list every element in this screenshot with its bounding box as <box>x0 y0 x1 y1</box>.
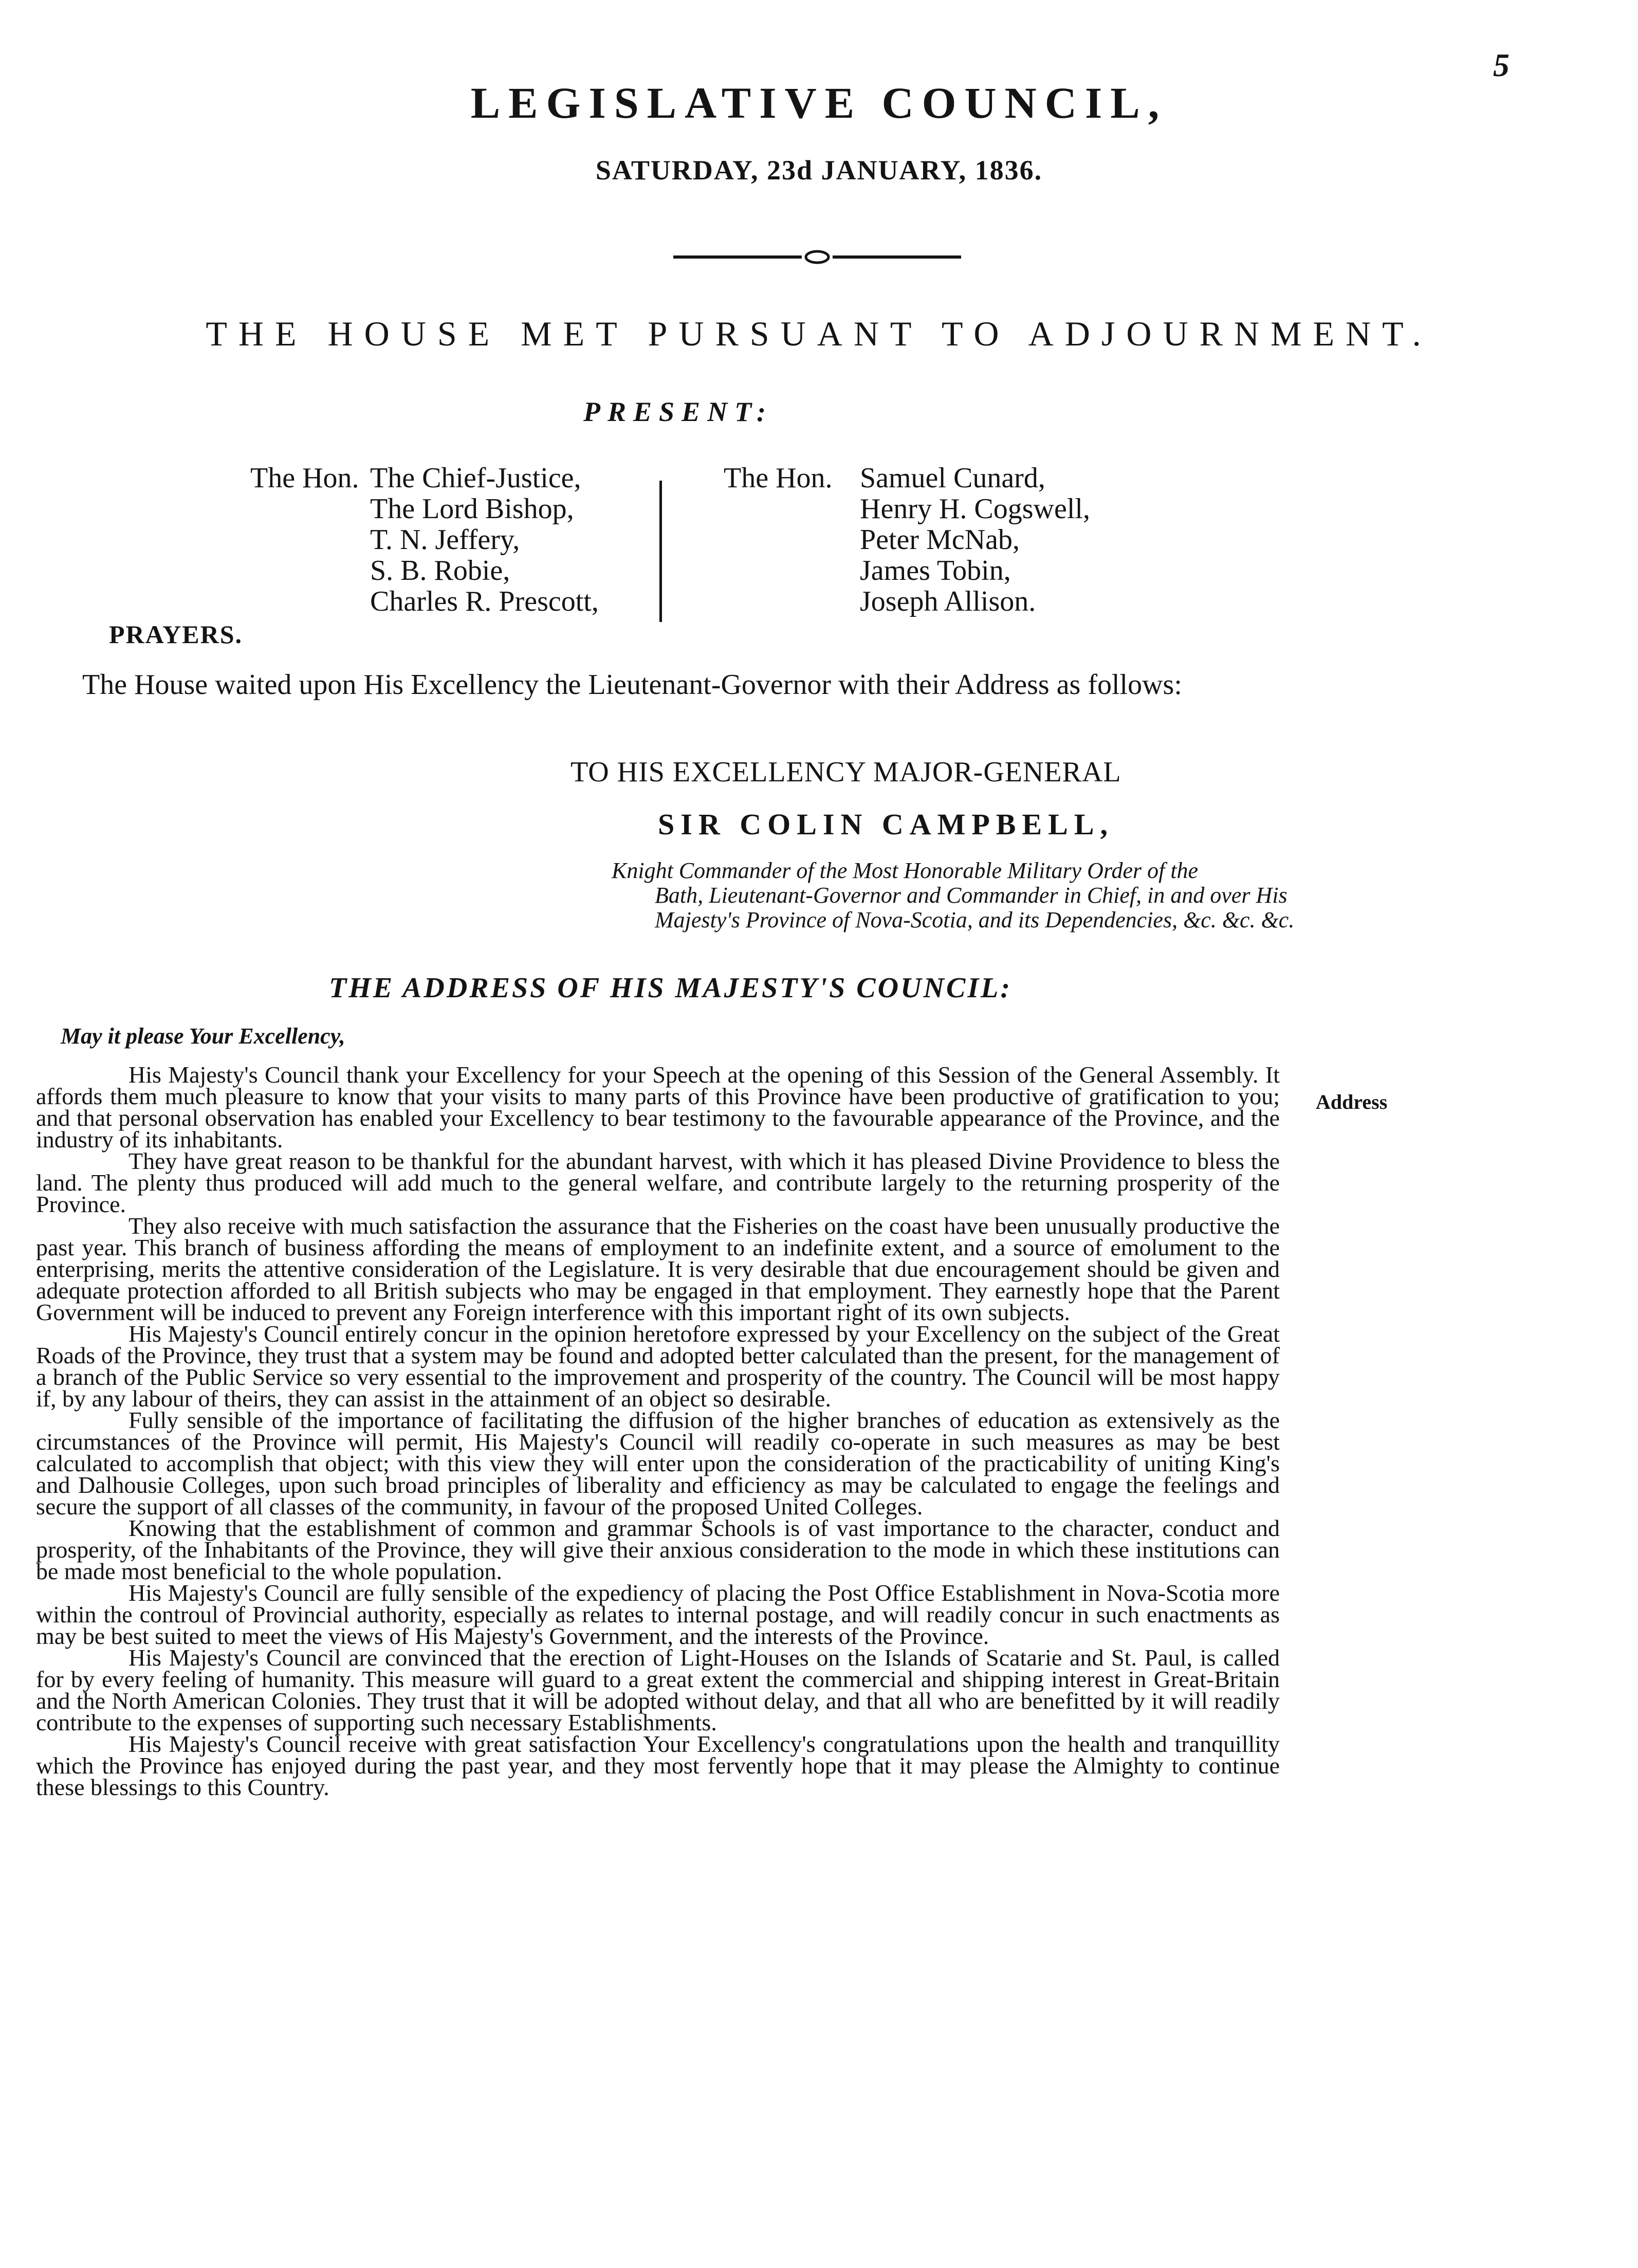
paragraph: His Majesty's Council receive with great satisfaction Your Excellency's congratulations upon the health and tranquillity which the Province has enjoyed during the past year, and they most fervently hope that it may please the Almighty to continue these blessings to this Country. <box>36 1731 1280 1800</box>
session-date: SATURDAY, 23d JANUARY, 1836. <box>595 155 1043 186</box>
member-name: S. B. Robie, <box>370 555 510 587</box>
members-right-list <box>860 463 1090 617</box>
titles-rest: Bath, Lieutenant-Governor and Commander in Chief, in and over His Majesty's Province of Nova-Scotia, and its Dependencies, &c. &c. &c. <box>655 883 1295 932</box>
members-left-list <box>370 463 599 617</box>
paragraph: They also receive with much satisfaction the assurance that the Fisheries on the coast have been unusually productive the past year. This branch of business affording the means of employment to an indefinite extent, and a source of emolument to the enterprising, merits the attentive consideration of the Legislature. It is very desirable that due encouragement should be given and adequate protection afforded to all British subjects who may be engaged in that employment. They earnestly hope that the Parent Government will be induced to prevent any Foreign interference with this important right of its own subjects. <box>36 1213 1280 1325</box>
member-name: Samuel Cunard, <box>860 462 1045 494</box>
addressee-name: SIR COLIN CAMPBELL, <box>658 808 1114 841</box>
member-name: The Chief-Justice, <box>370 462 581 494</box>
paragraph: His Majesty's Council are convinced that the erection of Light-Houses on the Islands of Scatarie and St. Paul, is called for by every feeling of humanity. This measure will guard to a great extent the commercial and shipping interest in Great-Britain and the North American Colonies. They trust that it will be adopted without delay, and that all who are benefitted by it will readily contribute to the expenses of supporting such necessary Establishments. <box>36 1644 1280 1735</box>
ornament-center <box>806 251 829 263</box>
waited-upon-line: The House waited upon His Excellency the Lieutenant-Governor with their Address as follows: <box>82 669 1182 701</box>
titles-first-line: Knight Commander of the Most Honorable Military Order of the <box>612 858 1199 883</box>
present-label: PRESENT: <box>583 396 774 427</box>
page-number: 5 <box>1493 47 1510 83</box>
member-name: James Tobin, <box>860 555 1011 587</box>
paragraph: Fully sensible of the importance of facilitating the diffusion of the higher branches of education as extensively as the circumstances of the Province will permit, His Majesty's Council will readily co-operate in such measures as may be best calculated to accomplish that object; with this view they will enter upon the consideration of the practicability of uniting King's and Dalhousie Colleges, upon such broad principles of liberality and efficiency as may be calculated to engage the feelings and secure the support of all classes of the community, in favour of the proposed United Colleges. <box>36 1407 1280 1520</box>
salutation: May it please Your Excellency, <box>61 1023 345 1049</box>
member-name: The Lord Bishop, <box>370 493 574 525</box>
members-left-prefix: The Hon. <box>250 462 359 494</box>
ornamental-rule <box>663 249 971 265</box>
addressee-titles <box>612 858 1311 932</box>
paragraph: His Majesty's Council entirely concur in the opinion heretofore expressed by your Excellency on the subject of the Great Roads of the Province, they trust that a system may be found and adopted better calculated than the present, for the management of a branch of the Public Service so very essential to the improvement and prosperity of the country. The Council will be most happy if, by any labour of theirs, they can assist in the attainment of an object so desirable. <box>36 1321 1280 1412</box>
paragraph: His Majesty's Council are fully sensible of the expediency of placing the Post Office Establishment in Nova-Scotia more within the controul of Provincial authority, especially as relates to internal postage, and will readily concur in such enactments as may be best suited to meet the views of His Majesty's Government, and the interests of the Province. <box>36 1580 1280 1649</box>
address-title: THE ADDRESS OF HIS MAJESTY'S COUNCIL: <box>329 972 1012 1004</box>
paragraph: Knowing that the establishment of common and grammar Schools is of vast importance to the character, conduct and prosperity, of the Inhabitants of the Province, they will give their anxious consideration to the mode in which these institutions can be made most beneficial to the whole population. <box>36 1515 1280 1584</box>
address-body <box>36 1064 1280 1798</box>
member-name: Henry H. Cogswell, <box>860 493 1090 525</box>
member-name: Peter McNab, <box>860 524 1020 556</box>
members-divider <box>659 481 662 622</box>
member-name: Joseph Allison. <box>860 586 1036 617</box>
members-right-prefix: The Hon. <box>724 462 833 494</box>
prayers-label: PRAYERS. <box>109 620 243 649</box>
paragraph: His Majesty's Council thank your Excellency for your Speech at the opening of this Session of the General Assembly. It affords them much pleasure to know that your visits to many parts of this Province have been productive of gratification to you; and that personal observation has enabled your Excellency to bear testimony to the favourable appearance of the Province, and the industry of its inhabitants. <box>36 1062 1280 1153</box>
house-met-line: THE HOUSE MET PURSUANT TO ADJOURNMENT. <box>206 314 1432 353</box>
member-name: T. N. Jeffery, <box>370 524 520 556</box>
page-heading: LEGISLATIVE COUNCIL, <box>470 78 1168 127</box>
member-name: Charles R. Prescott, <box>370 586 599 617</box>
paragraph: They have great reason to be thankful for the abundant harvest, with which it has pleased Divine Providence to bless the land. The plenty thus produced will add much to the general welfare, and contribute largely to the returning prosperity of the Province. <box>36 1148 1280 1217</box>
address-to-line: TO HIS EXCELLENCY MAJOR-GENERAL <box>570 756 1121 788</box>
margin-note: Address <box>1316 1090 1388 1113</box>
